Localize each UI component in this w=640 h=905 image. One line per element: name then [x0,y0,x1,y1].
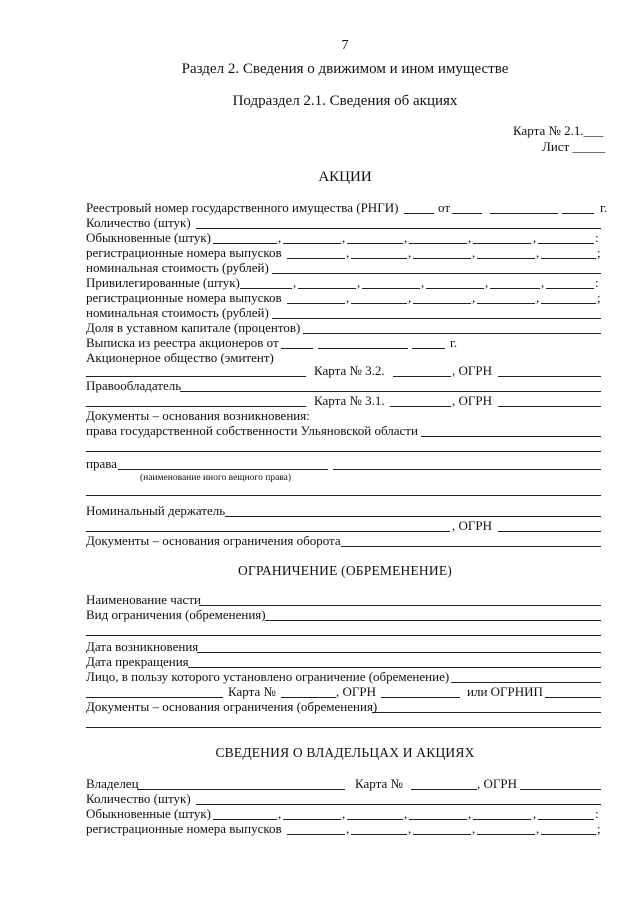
state-property-line-2[interactable] [86,451,601,452]
restriction-ogrnip-label: или ОГРНИП [467,684,543,699]
restriction-card-label: Карта № [228,684,276,699]
owner-quantity-line[interactable] [196,804,601,805]
owner-ordinary-line-2[interactable] [283,819,341,820]
nominee-line-2[interactable] [86,531,450,532]
owner-reg-line-4[interactable] [477,834,535,835]
state-property-line[interactable] [421,436,601,437]
rngi-month-line[interactable] [490,213,558,214]
owner-reg-line-3[interactable] [413,834,471,835]
extract-label: Выписка из реестра акционеров от [86,335,279,350]
part-name-label: Наименование части [86,592,201,607]
reg-numbers-label: регистрационные номера выпусков [86,245,282,260]
issuer-card-line[interactable] [393,376,451,377]
restriction-ogrnip-line[interactable] [545,697,601,698]
restriction-title: ОГРАНИЧЕНИЕ (ОБРЕМЕНЕНИЕ) [238,563,452,578]
owner-ordinary-line-1[interactable] [213,819,277,820]
restriction-type-line[interactable] [265,620,601,621]
ordinary-label: Обыкновенные (штук) [86,230,212,245]
owners-title: СВЕДЕНИЯ О ВЛАДЕЛЬЦАХ И АКЦИЯХ [215,745,475,760]
nominal-label: номинальная стоимость (рублей) [86,260,269,275]
nominal-label-2: номинальная стоимость (рублей) [86,305,269,320]
owner-reg-line-1[interactable] [287,834,345,835]
restriction-documents-line[interactable] [372,712,601,713]
restriction-type-label: Вид ограничения (обременения) [86,607,266,622]
owner-ogrn-line[interactable] [520,789,601,790]
rngi-year-line[interactable] [562,213,594,214]
reg-line-2[interactable] [351,258,407,259]
year-suffix: г. [600,200,608,215]
restriction-documents-line-2[interactable] [86,727,601,728]
right-line-2[interactable] [86,495,601,496]
from-label: от [438,200,451,215]
restriction-documents-label: Документы – основания ограничения (обременения) [86,699,378,714]
subsection-title: Подраздел 2.1. Сведения об акциях [232,93,458,109]
reg2-line-1[interactable] [287,303,345,304]
preferred-line-5[interactable] [490,288,540,289]
right-name-line[interactable] [118,469,328,470]
nominee-line[interactable] [225,516,601,517]
reg2-line-3[interactable] [413,303,471,304]
owner-reg-numbers-label: регистрационные номера выпусков [86,821,282,836]
rightholder-card-label: Карта № 3.1. [314,393,385,408]
quantity-label: Количество (штук) [86,215,191,230]
issuer-card-label: Карта № 3.2. [314,363,385,378]
state-property-label: права государственной собственности Ульяновской области [86,423,418,438]
nominal-line-2[interactable] [272,318,601,319]
reg-line-4[interactable] [477,258,535,259]
rightholder-label: Правообладатель [86,378,182,393]
owner-ordinary-line-3[interactable] [347,819,403,820]
reg2-line-2[interactable] [351,303,407,304]
restriction-ogrn-label: , ОГРН [336,684,377,699]
share-capital-label: Доля в уставном капитале (процентов) [86,320,301,335]
ordinary-line-5[interactable] [473,243,531,244]
beneficiary-line-2[interactable] [86,697,223,698]
nominee-label: Номинальный держатель [86,503,226,518]
extract-year-line[interactable] [412,348,445,349]
reg-line-5[interactable] [541,258,596,259]
restriction-card-line[interactable] [281,697,336,698]
issuer-ogrn-line[interactable] [498,376,601,377]
owner-reg-line-5[interactable] [541,834,596,835]
right-label: права [86,456,117,471]
ordinary-line-1[interactable] [213,243,277,244]
owner-ogrn-label: , ОГРН [477,776,518,791]
end-date-label: Дата прекращения [86,654,189,669]
restriction-ogrn-line[interactable] [381,697,460,698]
extract-day-line[interactable] [281,348,313,349]
restriction-type-line-2[interactable] [86,635,601,636]
nominee-ogrn-label: , ОГРН [452,518,493,533]
reg2-line-4[interactable] [477,303,535,304]
quantity-line[interactable] [196,228,601,229]
rightholder-card-line[interactable] [390,406,451,407]
other-right-caption: (наименование иного вещного права) [140,473,292,483]
preferred-line-6[interactable] [546,288,594,289]
owner-ordinary-label: Обыкновенные (штук) [86,806,212,821]
owner-quantity-label: Количество (штук) [86,791,191,806]
preferred-line-4[interactable] [426,288,484,289]
owner-ordinary-line-4[interactable] [409,819,467,820]
documents-basis-label: Документы – основания возникновения: [86,408,310,423]
owner-line[interactable] [138,789,345,790]
sheet-label: Лист _____ [542,139,605,154]
beneficiary-line[interactable] [451,682,601,683]
part-name-line[interactable] [199,605,601,606]
start-date-line[interactable] [197,652,601,653]
shares-title: АКЦИИ [318,169,372,185]
ordinary-line-2[interactable] [283,243,341,244]
ordinary-line-3[interactable] [347,243,403,244]
right-line[interactable] [333,469,601,470]
end-date-line[interactable] [188,667,601,668]
preferred-line-1[interactable] [240,288,292,289]
reg-line-1[interactable] [287,258,345,259]
nominee-ogrn-line[interactable] [498,531,601,532]
rngi-label: Реестровый номер государственного имущества (РНГИ) [86,200,399,215]
owner-card-label: Карта № [355,776,403,791]
reg2-line-5[interactable] [541,303,596,304]
preferred-line-2[interactable] [298,288,356,289]
ordinary-line-6[interactable] [538,243,594,244]
reg-line-3[interactable] [413,258,471,259]
nominal-line[interactable] [272,273,601,274]
rightholder-line[interactable] [180,391,601,392]
rngi-value-line[interactable] [404,213,434,214]
rightholder-ogrn-line[interactable] [498,406,601,407]
ordinary-line-4[interactable] [409,243,467,244]
preferred-label: Привилегированные (штук) [86,275,240,290]
turnover-restriction-label: Документы – основания ограничения оборота [86,533,341,548]
share-capital-line[interactable] [303,333,601,334]
card-number-label: Карта № 2.1.___ [513,123,604,138]
rightholder-ogrn-label: , ОГРН [452,393,493,408]
turnover-restriction-line[interactable] [341,546,601,547]
reg-numbers-label-2: регистрационные номера выпусков [86,290,282,305]
owner-ordinary-line-6[interactable] [538,819,594,820]
issuer-ogrn-label: , ОГРН [452,363,493,378]
beneficiary-label: Лицо, в пользу которого установлено ограничение (обременение) [86,669,450,684]
start-date-label: Дата возникновения [86,639,199,654]
owner-card-line[interactable] [411,789,477,790]
page-number: 7 [341,38,349,53]
extract-month-line[interactable] [318,348,408,349]
rngi-day-line[interactable] [452,213,482,214]
extract-year-suffix: г. [450,335,458,350]
issuer-label: Акционерное общество (эмитент) [86,350,274,365]
section-title: Раздел 2. Сведения о движимом и ином имуществе [181,61,509,77]
issuer-line[interactable] [86,376,306,377]
owner-reg-line-2[interactable] [351,834,407,835]
owner-ordinary-line-5[interactable] [473,819,531,820]
preferred-line-3[interactable] [362,288,420,289]
rightholder-line-2[interactable] [86,406,306,407]
owner-label: Владелец [86,776,139,791]
